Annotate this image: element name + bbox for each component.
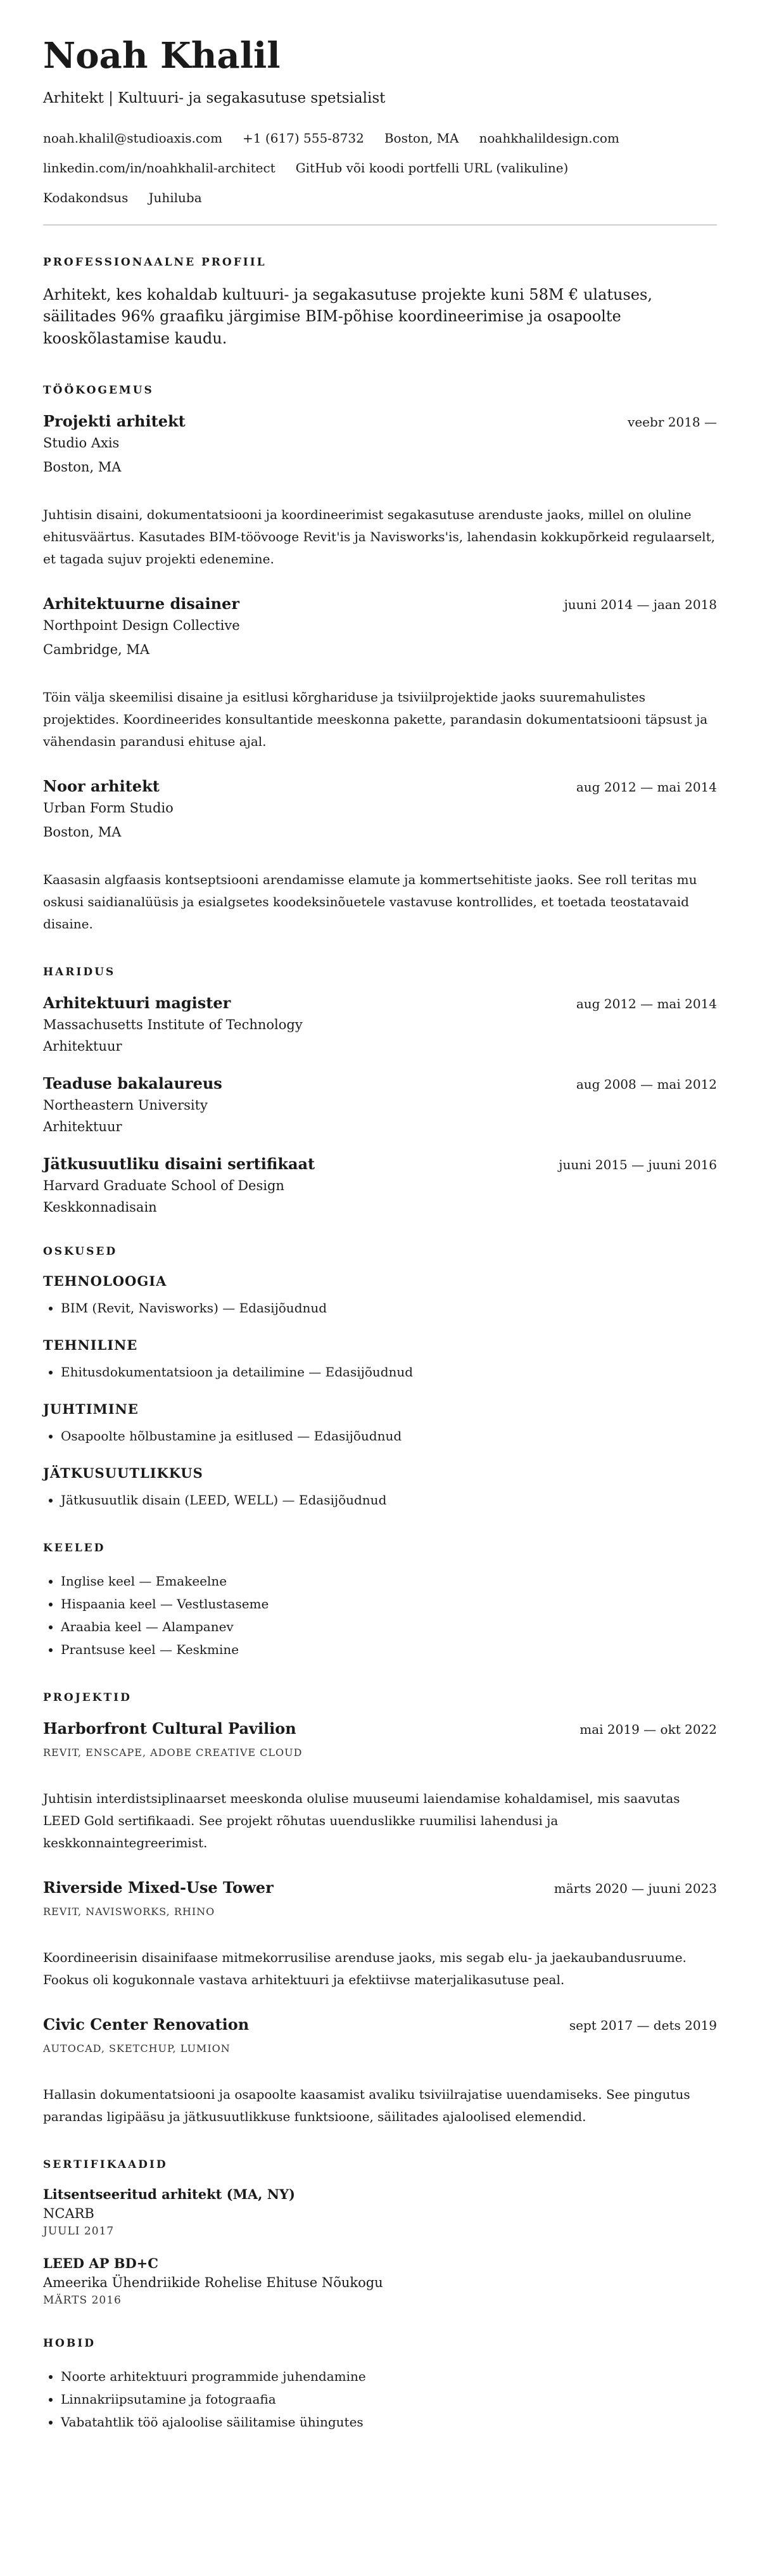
- project-date: mai 2019 — okt 2022: [580, 1721, 717, 1737]
- education-entry: [43, 1155, 717, 1215]
- hobby-item: • Noorte arhitektuuri programmide juhendamine: [61, 2365, 717, 2388]
- citizenship: Kodakondsus: [43, 189, 129, 205]
- field: Arhitektuur: [43, 1038, 122, 1054]
- job-location: Cambridge, MA: [43, 641, 150, 657]
- education-entry: [43, 994, 717, 1054]
- linkedin-link[interactable]: linkedin.com/in/noahkhalil-architect: [43, 160, 276, 176]
- drivers-license: Juhiluba: [148, 189, 202, 205]
- certification-issuer: Ameerika Ühendriikide Rohelise Ehituse Nõukogu: [43, 2274, 383, 2290]
- skill-list: [43, 1361, 717, 1383]
- hobby-list: [43, 2365, 717, 2433]
- certification-date: MÄRTS 2016: [43, 2293, 122, 2307]
- project-name: Harborfront Cultural Pavilion: [43, 1719, 296, 1738]
- education-entry: [43, 1074, 717, 1134]
- project-entry: [43, 1878, 717, 1991]
- languages-section: [43, 1542, 717, 1661]
- skill-category: JÄTKUSUUTLIKKUS: [43, 1464, 203, 1481]
- job-description: Kaasasin algfaasis kontseptsiooni arendamisse elamute ja kommertsehitiste jaoks. See roll teritas mu oskusi saidianalüüsis ja esialgsetes koodeksinõuetele vastavuse kontrollides, et toetada teostatavaid disaine.: [43, 871, 697, 932]
- field: Arhitektuur: [43, 1118, 122, 1134]
- skill-item: • Jätkusuutlik disain (LEED, WELL) — Edasijõudnud: [61, 1489, 717, 1511]
- section-title: PROFESSIONAALNE PROFIIL: [43, 255, 267, 269]
- header-divider: [43, 224, 717, 226]
- project-entry: [43, 1719, 717, 1854]
- hobby-item: • Linnakriipsutamine ja fotograafia: [61, 2388, 717, 2411]
- degree: Teaduse bakalaureus: [43, 1073, 222, 1093]
- job-location: Boston, MA: [43, 459, 122, 475]
- skill-item: • BIM (Revit, Navisworks) — Edasijõudnud: [61, 1297, 717, 1319]
- certification-entry: [43, 2186, 717, 2238]
- project-date: sept 2017 — dets 2019: [569, 2017, 717, 2033]
- field: Keskkonnadisain: [43, 1199, 157, 1215]
- skill-category: TEHNOLOOGIA: [43, 1272, 167, 1289]
- contact-row-1: [43, 131, 717, 146]
- profile-summary: Arhitekt, kes kohaldab kultuuri- ja segakasutuse projekte kuni 58M € ulatuses, säilitades 96% graafiku järgimise BIM-põhise koordineerimise ja osapoolte kooskõlastamise kaudu.: [43, 285, 652, 348]
- phone[interactable]: +1 (617) 555-8732: [243, 130, 364, 146]
- language-item: • Araabia keel — Alampanev: [61, 1615, 717, 1638]
- degree: Arhitektuuri magister: [43, 993, 231, 1012]
- project-entry: [43, 2015, 717, 2128]
- company: Studio Axis: [43, 435, 120, 451]
- section-title: KEELED: [43, 1541, 106, 1554]
- skill-list: [43, 1489, 717, 1511]
- job-location: Boston, MA: [43, 824, 122, 840]
- skill-category: JUHTIMINE: [43, 1400, 139, 1417]
- projects-section: [43, 1691, 717, 2128]
- project-tech: REVIT, NAVISWORKS, RHINO: [43, 1905, 215, 1918]
- hobby-item: • Vabatahtlik töö ajaloolise säilitamise ühingutes: [61, 2411, 717, 2433]
- project-tech: REVIT, ENSCAPE, ADOBE CREATIVE CLOUD: [43, 1746, 303, 1759]
- project-name: Riverside Mixed-Use Tower: [43, 1878, 274, 1897]
- experience-entry: [43, 777, 717, 935]
- certifications-section: [43, 2158, 717, 2307]
- location: Boston, MA: [384, 130, 459, 146]
- section-title: HOBID: [43, 2336, 96, 2350]
- skills-section: [43, 1245, 717, 1511]
- company: Urban Form Studio: [43, 800, 174, 816]
- job-date: aug 2012 — mai 2014: [576, 779, 717, 795]
- company: Northpoint Design Collective: [43, 617, 240, 633]
- job-date: juuni 2014 — jaan 2018: [564, 596, 717, 612]
- language-item: • Inglise keel — Emakeelne: [61, 1570, 717, 1592]
- job-description: Töin välja skeemilisi disaine ja esitlusi kõrghariduse ja tsiviilprojektide jaoks suuremahulistes projektides. Koordineerides konsultantide meeskonna pakette, parandasin dokumentatsiooni täpsust ja vähendasin parandusi ehituse ajal.: [43, 689, 708, 749]
- headline: Arhitekt | Kultuuri- ja segakasutuse spetsialist: [43, 89, 386, 106]
- experience-entry: [43, 412, 717, 570]
- project-description: Juhtisin interdistsiplinaarset meeskonda olulise muuseumi laiendamise kohaldamisel, mis saavutas LEED Gold sertifikaadi. See projekt rõhutas uuenduslikke ruumilisi lahendusi ja keskkonnaintegreerimist.: [43, 1790, 680, 1850]
- education-date: juuni 2015 — juuni 2016: [559, 1157, 717, 1172]
- school: Northeastern University: [43, 1097, 208, 1113]
- skill-list: [43, 1297, 717, 1319]
- contact-row-2: [43, 160, 717, 176]
- project-description: Hallasin dokumentatsiooni ja osapoolte kaasamist avaliku tsiviilrajatise uuendamiseks. See pingutus parandas ligipääsu ja jätkusuutlikkuse funktsioone, säilitades ajaloolised elemendid.: [43, 2086, 690, 2124]
- education-date: aug 2008 — mai 2012: [576, 1076, 717, 1092]
- project-tech: AUTOCAD, SKETCHUP, LUMION: [43, 2042, 231, 2054]
- experience-section: [43, 384, 717, 935]
- website[interactable]: noahkhalildesign.com: [479, 130, 619, 146]
- candidate-name: Noah Khalil: [43, 35, 281, 77]
- certification-date: JUULI 2017: [43, 2224, 115, 2238]
- skill-category: TEHNILINE: [43, 1336, 138, 1353]
- job-title: Projekti arhitekt: [43, 411, 186, 430]
- resume-header: [43, 37, 717, 205]
- section-title: TÖÖKOGEMUS: [43, 383, 154, 397]
- job-date: veebr 2018 —: [628, 414, 717, 430]
- school: Massachusetts Institute of Technology: [43, 1016, 303, 1032]
- github-link[interactable]: GitHub või koodi portfelli URL (valikuline): [295, 160, 569, 176]
- section-title: HARIDUS: [43, 965, 116, 978]
- language-item: • Prantsuse keel — Keskmine: [61, 1638, 717, 1661]
- certification-issuer: NCARB: [43, 2205, 94, 2221]
- experience-entry: [43, 594, 717, 753]
- education-section: [43, 966, 717, 1215]
- school: Harvard Graduate School of Design: [43, 1177, 284, 1193]
- hobbies-section: [43, 2337, 717, 2433]
- contact-row-3: [43, 190, 717, 205]
- job-title: Arhitektuurne disainer: [43, 594, 239, 613]
- skill-item: • Ehitusdokumentatsioon ja detailimine — Edasijõudnud: [61, 1361, 717, 1383]
- section-title: SERTIFIKAADID: [43, 2158, 168, 2171]
- email[interactable]: noah.khalil@studioaxis.com: [43, 130, 223, 146]
- job-description: Juhtisin disaini, dokumentatsiooni ja koordineerimist segakasutuse arenduste jaoks, millel on oluline ehitusväärtus. Kasutades BIM-töövooge Revit'is ja Navisworks'is, lahendasin kokkupõrkeid regulaarselt, et tagada sujuv projekti edenemine.: [43, 506, 715, 567]
- skill-item: • Osapoolte hõlbustamine ja esitlused — Edasijõudnud: [61, 1425, 717, 1447]
- language-list: [43, 1570, 717, 1661]
- profile-section: [43, 256, 717, 350]
- section-title: PROJEKTID: [43, 1691, 132, 1704]
- project-date: märts 2020 — juuni 2023: [554, 1880, 717, 1896]
- job-title: Noor arhitekt: [43, 776, 160, 795]
- degree: Jätkusuutliku disaini sertifikaat: [43, 1154, 315, 1173]
- certification-name: Litsentseeritud arhitekt (MA, NY): [43, 2186, 295, 2202]
- certification-entry: [43, 2255, 717, 2307]
- project-description: Koordineerisin disainifaase mitmekorrusilise arenduse jaoks, mis segab elu- ja jaekaubandusruume. Fookus oli kogukonnale vastava arhitektuuri ja efektiivse materjalikasutuse peal.: [43, 1949, 687, 1987]
- language-item: • Hispaania keel — Vestlustaseme: [61, 1592, 717, 1615]
- project-name: Civic Center Renovation: [43, 2015, 250, 2034]
- certification-name: LEED AP BD+C: [43, 2255, 158, 2271]
- section-title: OSKUSED: [43, 1245, 118, 1258]
- skill-list: [43, 1425, 717, 1447]
- education-date: aug 2012 — mai 2014: [576, 996, 717, 1011]
